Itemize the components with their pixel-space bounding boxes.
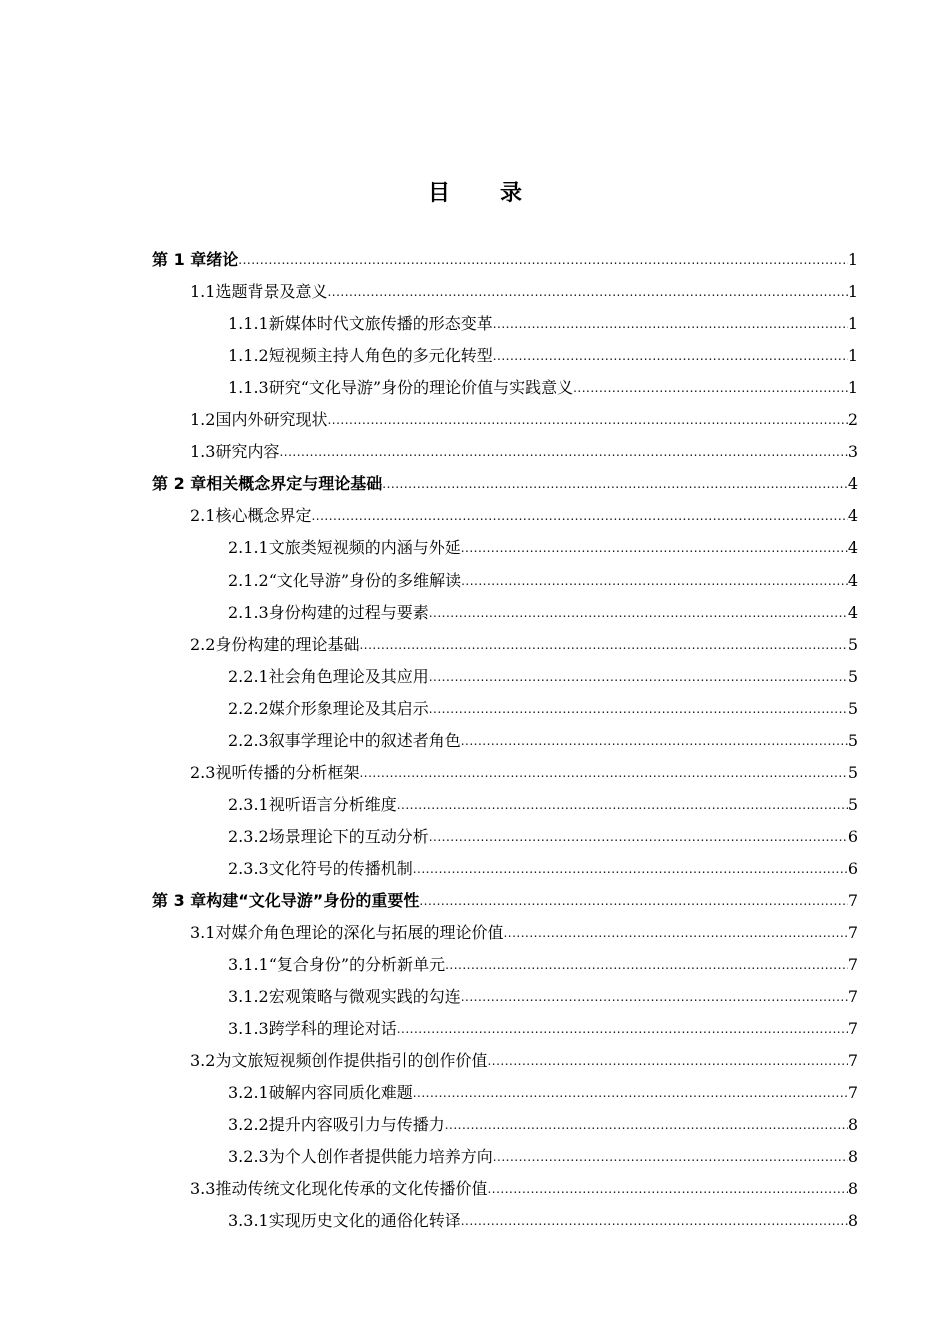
toc-entry[interactable] [190,437,858,467]
toc-entry[interactable] [190,630,858,660]
toc-entry-label: 媒介形象理论及其启示 [268,699,429,718]
toc-entry[interactable] [228,790,858,820]
toc-entry-page: 5 [847,699,858,718]
toc-entry-label: 叙事学理论中的叙述者角色 [268,731,461,750]
dot-leader [413,854,848,884]
toc-entry[interactable] [190,277,858,307]
toc-entry-page: 1 [847,378,858,397]
toc-entry-number: 2.1.3 [228,603,269,622]
dot-leader [461,533,848,563]
dot-leader [461,566,848,596]
toc-entry[interactable] [152,245,858,275]
dot-leader [311,501,847,531]
toc-entry-number: 1.1 [190,282,216,301]
dot-leader [461,1206,848,1236]
toc-entry-number: 第 1 章 [152,250,207,269]
toc-entry-page: 7 [847,987,858,1006]
toc-entry-label: 身份构建的过程与要素 [268,603,429,622]
toc-entry-page: 8 [847,1115,858,1134]
toc-entry-label: 研究内容 [215,442,280,461]
toc-entry[interactable] [228,1078,858,1108]
dot-leader [397,1014,848,1044]
toc-entry-page: 7 [847,923,858,942]
toc-entry-number: 2.3.3 [228,859,269,878]
toc-entry-number: 2.1.1 [228,538,269,557]
toc-entry-label: 为个人创作者提供能力培养方向 [268,1147,493,1166]
toc-entry-page: 1 [847,314,858,333]
toc-entry[interactable] [228,1110,858,1140]
toc-entry[interactable] [228,854,858,884]
dot-leader [429,662,848,692]
dot-leader [359,630,847,660]
toc-entry-number: 1.3 [190,442,216,461]
toc-entry-label: 为文旅短视频创作提供指引的创作价值 [215,1051,488,1070]
toc-entry[interactable] [228,1142,858,1172]
toc-entry-page: 1 [847,282,858,301]
toc-entry-page: 4 [847,506,858,525]
toc-entry-number: 3.1.1 [228,955,269,974]
toc-entry-label: “文化导游”身份的多维解读 [268,571,462,590]
toc-entry-number: 2.2.2 [228,699,269,718]
toc-entry-label: 提升内容吸引力与传播力 [268,1115,445,1134]
toc-entry-number: 3.3.1 [228,1211,269,1230]
toc-entry[interactable] [228,309,858,339]
toc-entry-label: 视听语言分析维度 [268,795,397,814]
toc-entry-page: 4 [847,538,858,557]
toc-entry[interactable] [228,533,858,563]
dot-leader [493,1142,848,1172]
toc-entry-label: 社会角色理论及其应用 [268,667,429,686]
toc-entry-label: 构建“文化导游”身份的重要性 [206,891,420,910]
dot-leader [461,726,848,756]
toc-entry-page: 8 [847,1147,858,1166]
toc-entry-page: 7 [847,955,858,974]
toc-entry-page: 2 [847,410,858,429]
dot-leader [487,1046,847,1076]
toc-entry[interactable] [190,758,858,788]
dot-leader [429,598,848,628]
toc-entry[interactable] [228,694,858,724]
toc-entry-label: 文化符号的传播机制 [268,859,413,878]
toc-entry-label: 视听传播的分析框架 [215,763,360,782]
dot-leader [429,694,848,724]
toc-entry-page: 4 [847,603,858,622]
toc-entry-number: 2.1.2 [228,571,269,590]
dot-leader [487,1174,847,1204]
toc-entry-label: 推动传统文化现化传承的文化传播价值 [215,1179,488,1198]
toc-entry-page: 8 [847,1179,858,1198]
toc-entry-label: “复合身份”的分析新单元 [268,955,446,974]
toc-entry-page: 7 [847,1083,858,1102]
toc-entry-page: 3 [847,442,858,461]
toc-entry-label: 核心概念界定 [215,506,312,525]
toc-entry-number: 3.1 [190,923,216,942]
dot-leader [419,886,847,916]
toc-entry-label: 相关概念界定与理论基础 [206,474,383,493]
dot-leader [503,918,847,948]
dot-leader [493,341,848,371]
toc-entry[interactable] [228,566,858,596]
toc-entry-number: 第 3 章 [152,891,207,910]
toc-entry-page: 6 [847,859,858,878]
toc-entry-label: 绪论 [206,250,239,269]
toc-title-right: 录 [500,181,523,206]
dot-leader [413,1078,848,1108]
toc-entry-label: 身份构建的理论基础 [215,635,360,654]
toc-entry-page: 1 [847,346,858,365]
toc-entry-page: 6 [847,827,858,846]
toc-entry-number: 2.2 [190,635,216,654]
toc-entry[interactable] [228,1014,858,1044]
toc-entry-page: 4 [847,474,858,493]
toc-entry-number: 2.1 [190,506,216,525]
dot-leader [238,245,848,275]
toc-entry-label: 跨学科的理论对话 [268,1019,397,1038]
toc-entry-label: 研究“文化导游”身份的理论价值与实践意义 [268,378,574,397]
toc-entry-page: 5 [847,667,858,686]
toc-entry[interactable] [228,662,858,692]
toc-entry[interactable] [190,918,858,948]
toc-entry-number: 1.1.2 [228,346,269,365]
toc-entry-page: 5 [847,795,858,814]
toc-entry-number: 2.3 [190,763,216,782]
dot-leader [429,822,848,852]
toc-entry-label: 宏观策略与微观实践的勾连 [268,987,461,1006]
toc-entry-number: 2.2.1 [228,667,269,686]
dot-leader [382,469,848,499]
toc-entry[interactable] [228,1206,858,1236]
toc-entry-number: 2.3.2 [228,827,269,846]
toc-entry-page: 5 [847,635,858,654]
toc-entry[interactable] [190,1046,858,1076]
toc-entry[interactable] [152,886,858,916]
toc-entry-page: 4 [847,571,858,590]
toc-entry-number: 3.1.2 [228,987,269,1006]
toc-entry-page: 7 [847,1019,858,1038]
toc-entry-number: 3.2.2 [228,1115,269,1134]
toc-entry-label: 选题背景及意义 [215,282,328,301]
dot-leader [445,1110,848,1140]
dot-leader [327,277,847,307]
toc-entry-page: 8 [847,1211,858,1230]
dot-leader [445,950,848,980]
toc-entry[interactable] [228,341,858,371]
toc-entry-label: 场景理论下的互动分析 [268,827,429,846]
toc-entry-number: 1.1.1 [228,314,269,333]
toc-entry[interactable] [190,1174,858,1204]
toc-entry-page: 7 [847,891,858,910]
toc-entry-number: 2.3.1 [228,795,269,814]
toc-entry[interactable] [190,501,858,531]
toc-entry-label: 短视频主持人角色的多元化转型 [268,346,493,365]
toc-title-left: 目 [427,181,450,206]
toc-entry-label: 文旅类短视频的内涵与外延 [268,538,461,557]
toc-entry[interactable] [228,822,858,852]
toc-entry-number: 3.1.3 [228,1019,269,1038]
toc-entry[interactable] [228,598,858,628]
toc-entry[interactable] [152,469,858,499]
toc-entry[interactable] [228,982,858,1012]
toc-entry[interactable] [228,373,858,403]
toc-entry-label: 对媒介角色理论的深化与拓展的理论价值 [215,923,504,942]
dot-leader [327,405,847,435]
toc-entry-label: 破解内容同质化难题 [268,1083,413,1102]
toc-entry-number: 第 2 章 [152,474,207,493]
toc-entry-page: 7 [847,1051,858,1070]
dot-leader [397,790,848,820]
toc-title [0,176,950,207]
toc-entry-number: 3.2 [190,1051,216,1070]
toc-entry[interactable] [228,950,858,980]
toc-entry-number: 1.1.3 [228,378,269,397]
toc-entry-number: 2.2.3 [228,731,269,750]
toc-entry-number: 1.2 [190,410,216,429]
toc-entry[interactable] [228,726,858,756]
dot-leader [359,758,847,788]
toc-entry-number: 3.2.3 [228,1147,269,1166]
dot-leader [493,309,848,339]
toc-entry-label: 新媒体时代文旅传播的形态变革 [268,314,493,333]
toc-entry[interactable] [190,405,858,435]
toc-entry-page: 5 [847,731,858,750]
toc-entry-label: 国内外研究现状 [215,410,328,429]
toc-entry-number: 3.3 [190,1179,216,1198]
toc-entry-number: 3.2.1 [228,1083,269,1102]
toc-entry-page: 1 [847,250,858,269]
dot-leader [573,373,848,403]
toc-entry-page: 5 [847,763,858,782]
toc-entry-label: 实现历史文化的通俗化转译 [268,1211,461,1230]
dot-leader [279,437,847,467]
dot-leader [461,982,848,1012]
